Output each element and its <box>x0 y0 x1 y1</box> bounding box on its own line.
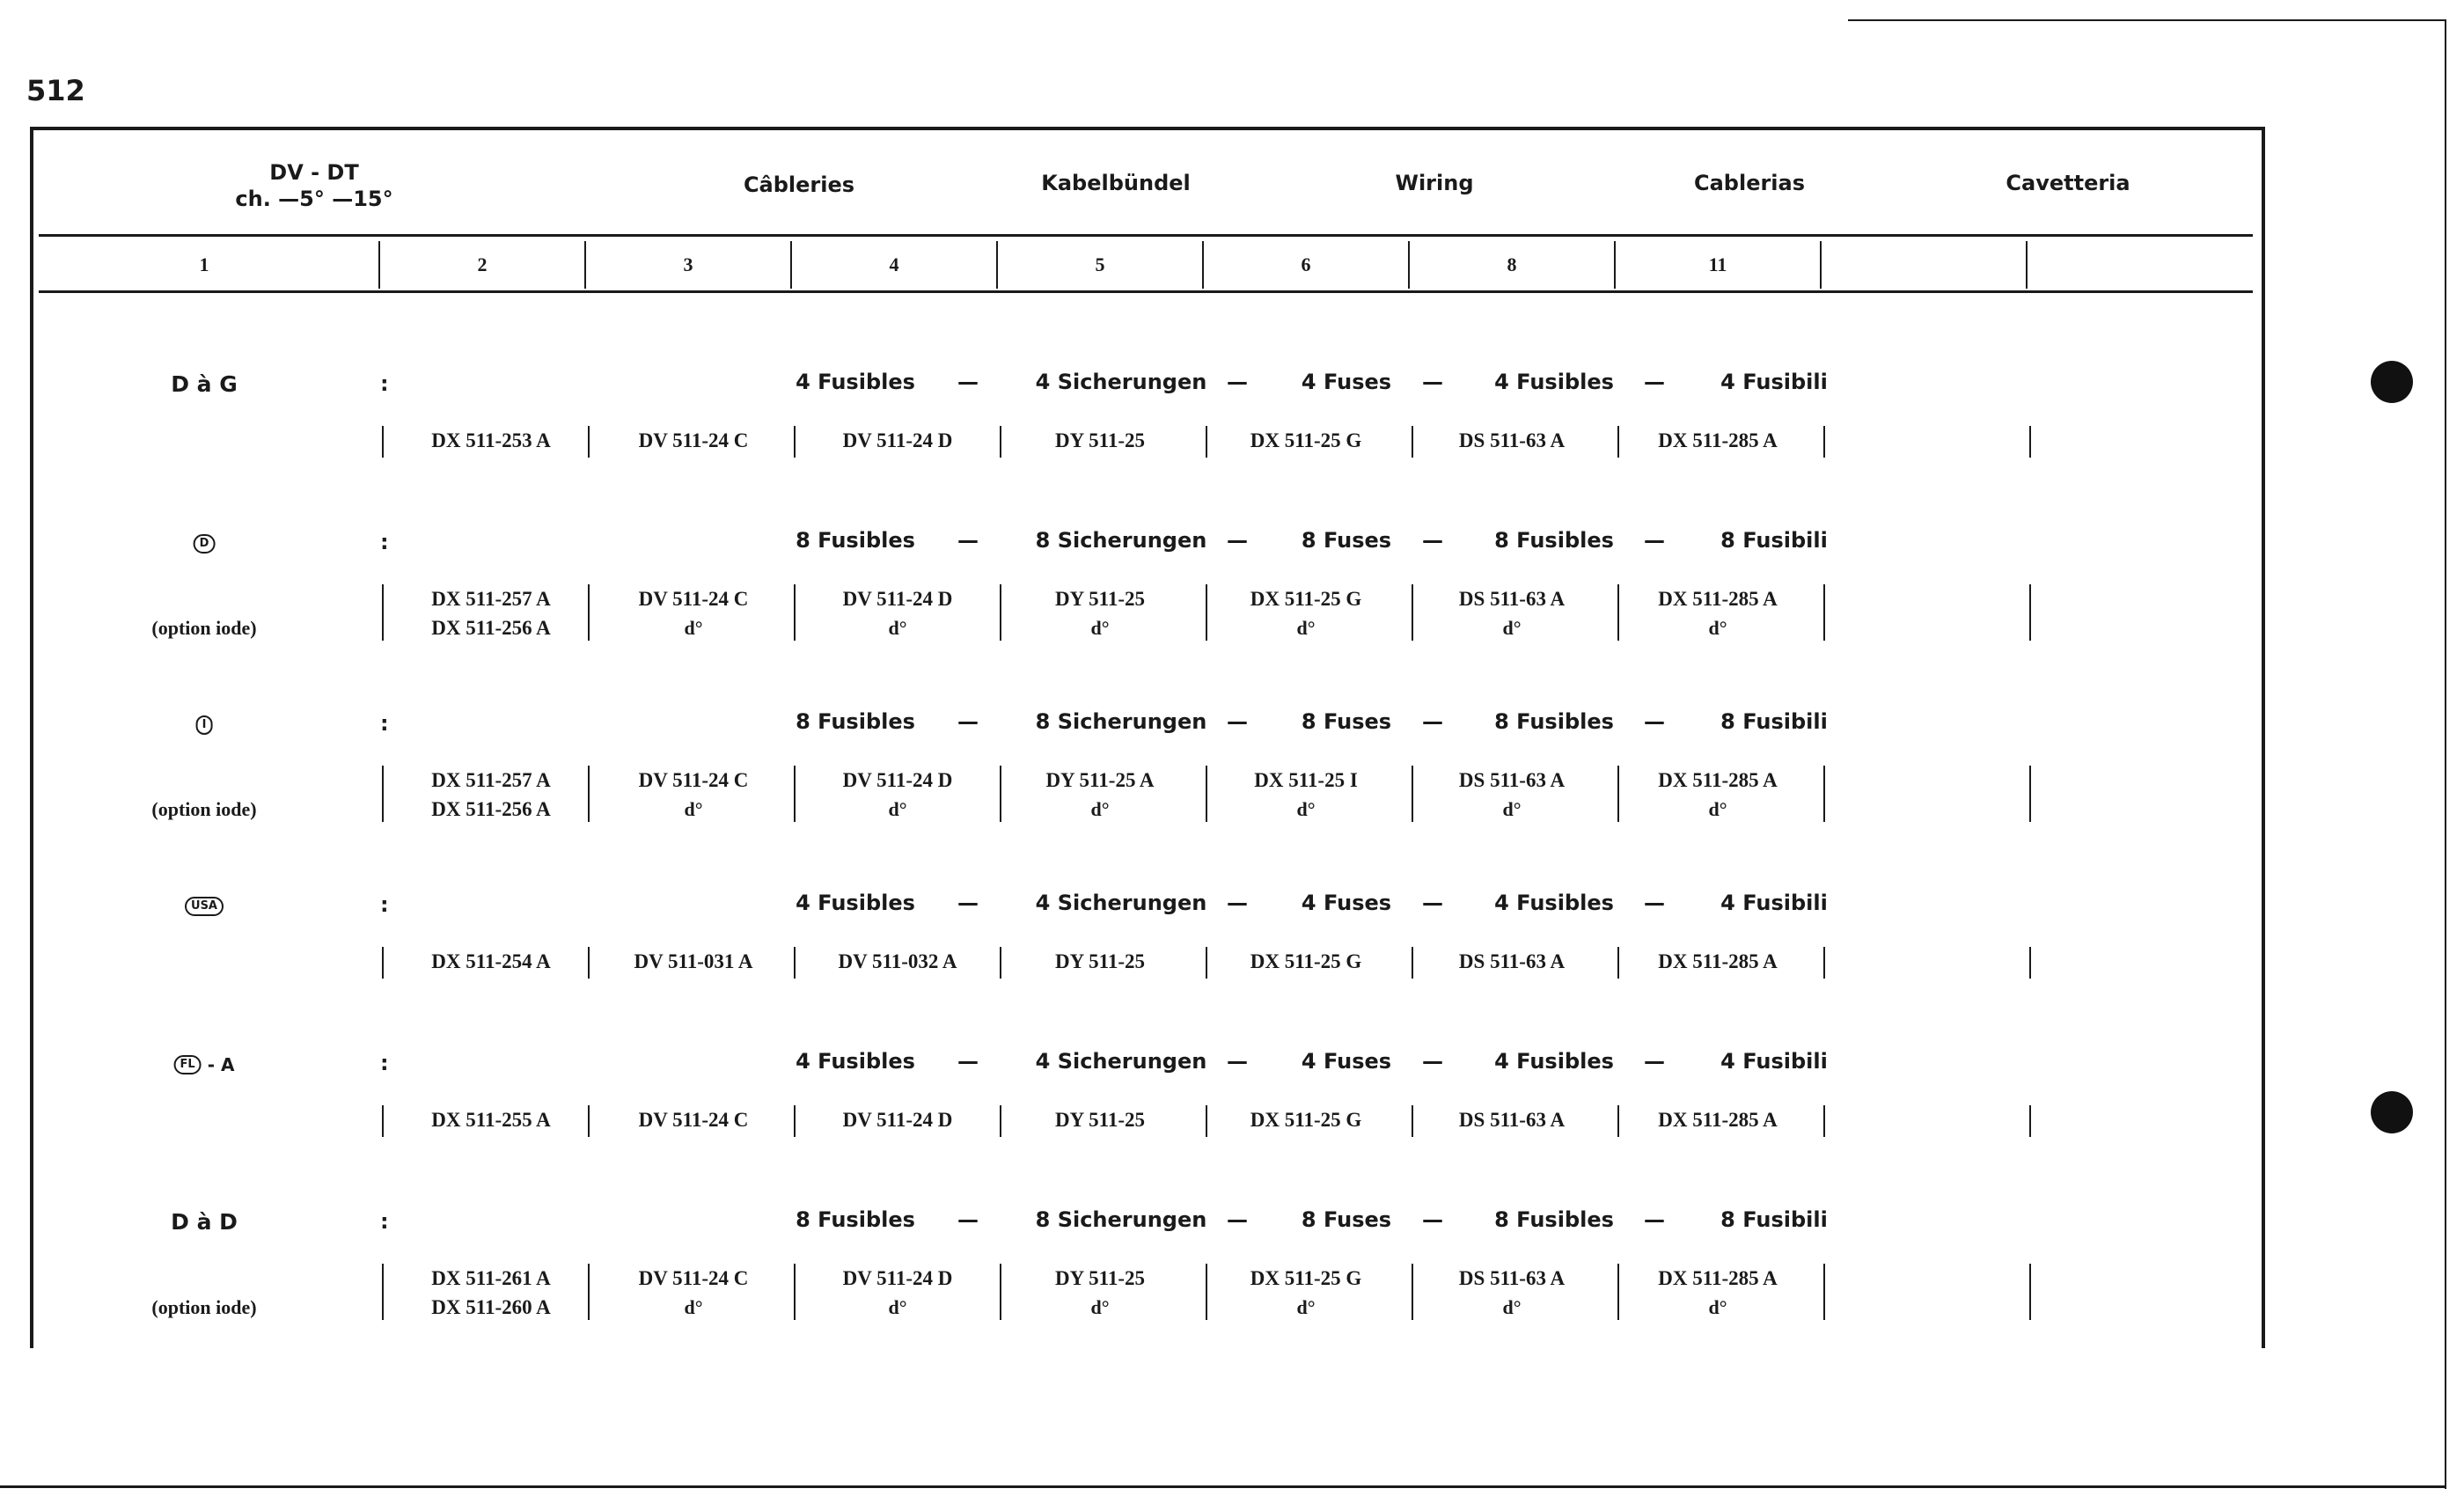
region-suffix: - A <box>201 1054 235 1075</box>
fuse-count: 8 Fusibili <box>1720 709 1828 734</box>
part-number: DV 511-24 C <box>638 769 749 791</box>
region-label <box>194 530 216 555</box>
part-number: DX 511-255 A <box>431 1109 551 1131</box>
row-separator <box>1412 1105 1413 1137</box>
part-number: DX 511-25 G <box>1250 1109 1362 1131</box>
fuse-count: 4 Fusibles <box>796 1049 915 1074</box>
row-separator <box>1617 1105 1619 1137</box>
row-separator <box>2029 947 2031 979</box>
column-number: 2 <box>477 253 488 275</box>
dash-separator: — <box>1227 709 1248 734</box>
section-colon: : <box>380 1051 389 1075</box>
country-emblem-icon: D <box>194 534 216 554</box>
section-colon: : <box>380 892 389 917</box>
section-colon: : <box>380 711 389 736</box>
part-number: DV 511-24 C <box>638 1109 749 1131</box>
fuse-count: 8 Fusibles <box>796 528 915 553</box>
bottom-rule <box>0 1485 2446 1488</box>
fuse-count: 4 Sicherungen <box>1035 1049 1207 1074</box>
fuse-count: 4 Fuses <box>1301 1049 1392 1074</box>
part-number: DS 511-63 A <box>1458 769 1566 791</box>
row-separator <box>1823 584 1825 641</box>
row-separator <box>1412 947 1413 979</box>
part-number: DY 511-25 <box>1054 950 1146 972</box>
fuse-count: 8 Fusibles <box>1494 528 1614 553</box>
part-number: DX 511-285 A <box>1658 1109 1778 1131</box>
dash-separator: — <box>1227 1207 1248 1232</box>
fuse-count: 4 Fusibles <box>796 370 915 394</box>
fuse-count: 8 Fusibili <box>1720 528 1828 553</box>
row-separator <box>588 766 590 822</box>
row-separator <box>382 426 384 458</box>
fuse-count: 8 Fusibles <box>796 1207 915 1232</box>
right-edge-rule <box>2445 19 2446 1489</box>
punch-hole-bottom <box>2371 1091 2413 1133</box>
part-number: DY 511-25 <box>1054 1267 1146 1289</box>
ditto-mark: d° <box>1090 617 1110 639</box>
part-number: DY 511-25 <box>1054 588 1146 610</box>
dash-separator: — <box>1644 709 1665 734</box>
part-number: DS 511-63 A <box>1458 429 1566 451</box>
dash-separator: — <box>1422 709 1443 734</box>
region-text: D à D <box>171 1209 238 1235</box>
row-separator <box>1206 584 1207 641</box>
fuse-count: 4 Sicherungen <box>1035 370 1207 394</box>
part-number: DX 511-25 G <box>1250 429 1362 451</box>
dash-separator: — <box>1227 891 1248 915</box>
section-colon: : <box>380 1209 389 1234</box>
part-number: DV 511-24 D <box>842 769 953 791</box>
row-separator <box>1000 426 1001 458</box>
row-separator <box>382 766 384 822</box>
dash-separator: — <box>1227 528 1248 553</box>
row-separator <box>1000 1105 1001 1137</box>
ditto-mark: d° <box>684 1296 703 1318</box>
part-number: DV 511-24 C <box>638 588 749 610</box>
part-number: DX 511-25 G <box>1250 1267 1362 1289</box>
row-separator <box>794 1105 796 1137</box>
column-number: 8 <box>1507 253 1517 275</box>
dash-separator: — <box>1644 528 1665 553</box>
row-separator <box>2029 766 2031 822</box>
model-title: DV - DT <box>269 160 359 185</box>
column-separator <box>1202 241 1204 289</box>
ditto-mark: d° <box>1502 798 1522 820</box>
row-separator <box>382 947 384 979</box>
fuse-count: 8 Sicherungen <box>1035 528 1207 553</box>
ditto-mark: d° <box>1090 798 1110 820</box>
row-separator <box>1823 766 1825 822</box>
part-number: DX 511-25 I <box>1254 769 1358 791</box>
fuse-count: 8 Sicherungen <box>1035 1207 1207 1232</box>
header-lang-it: Cavetteria <box>2006 171 2130 195</box>
fuse-count: 8 Fuses <box>1301 1207 1392 1232</box>
dash-separator: — <box>1644 891 1665 915</box>
part-number: DX 511-285 A <box>1658 588 1778 610</box>
dash-separator: — <box>1422 891 1443 915</box>
fuse-count: 8 Fusibili <box>1720 1207 1828 1232</box>
part-number: DX 511-253 A <box>431 429 551 451</box>
ditto-mark: d° <box>684 798 703 820</box>
part-number: DX 511-256 A <box>431 798 551 820</box>
column-number-divider <box>39 290 2253 293</box>
column-separator <box>2026 241 2028 289</box>
row-separator <box>1206 1105 1207 1137</box>
column-number: 1 <box>199 253 209 275</box>
dash-separator: — <box>1422 528 1443 553</box>
part-number: DX 511-285 A <box>1658 1267 1778 1289</box>
part-number: DS 511-63 A <box>1458 1267 1566 1289</box>
fuse-count: 8 Fusibles <box>1494 1207 1614 1232</box>
dash-separator: — <box>1422 370 1443 394</box>
row-separator <box>1823 1264 1825 1320</box>
region-label <box>196 711 213 737</box>
header-lang-es: Cablerias <box>1693 171 1806 195</box>
row-separator <box>794 947 796 979</box>
header-lang-de: Kabelbündel <box>1041 171 1191 195</box>
row-separator <box>382 1105 384 1137</box>
column-number: 3 <box>683 253 693 275</box>
part-number: DY 511-25 <box>1054 1109 1146 1131</box>
region-label <box>185 892 224 918</box>
country-emblem-icon: I <box>196 715 213 735</box>
option-label: (option iode) <box>151 617 257 639</box>
part-number: DX 511-257 A <box>431 769 551 791</box>
dash-separator: — <box>957 1207 979 1232</box>
part-number: DV 511-24 D <box>842 1109 953 1131</box>
row-separator <box>794 766 796 822</box>
part-number: DX 511-285 A <box>1658 769 1778 791</box>
row-separator <box>588 426 590 458</box>
part-number: DV 511-24 C <box>638 429 749 451</box>
fuse-count: 4 Fusibles <box>1494 1049 1614 1074</box>
dash-separator: — <box>1644 1207 1665 1232</box>
section-colon: : <box>380 371 389 396</box>
row-separator <box>1823 1105 1825 1137</box>
ditto-mark: d° <box>1708 1296 1727 1318</box>
column-number: 5 <box>1095 253 1105 275</box>
row-separator <box>382 584 384 641</box>
row-separator <box>1412 766 1413 822</box>
header-divider <box>39 234 2253 237</box>
fuse-count: 8 Fuses <box>1301 709 1392 734</box>
row-separator <box>1000 1264 1001 1320</box>
row-separator <box>1617 766 1619 822</box>
dash-separator: — <box>1227 1049 1248 1074</box>
row-separator <box>1206 766 1207 822</box>
part-number: DV 511-031 A <box>634 950 753 972</box>
row-separator <box>588 947 590 979</box>
dash-separator: — <box>1422 1207 1443 1232</box>
country-emblem-icon: USA <box>185 897 224 916</box>
ditto-mark: d° <box>1708 617 1727 639</box>
column-number: 6 <box>1301 253 1311 275</box>
top-right-rule <box>1848 19 2446 21</box>
fuse-count: 4 Fusibili <box>1720 891 1828 915</box>
fuse-count: 4 Fusibili <box>1720 1049 1828 1074</box>
column-separator <box>1408 241 1410 289</box>
fuse-count: 8 Sicherungen <box>1035 709 1207 734</box>
section-colon: : <box>380 530 389 554</box>
fuse-count: 8 Fusibles <box>796 709 915 734</box>
part-number: DX 511-25 G <box>1250 950 1362 972</box>
part-number: DS 511-63 A <box>1458 588 1566 610</box>
part-number: DY 511-25 A <box>1045 769 1155 791</box>
column-separator <box>378 241 380 289</box>
part-number: DX 511-257 A <box>431 588 551 610</box>
row-separator <box>1412 426 1413 458</box>
row-separator <box>1617 584 1619 641</box>
part-number: DX 511-254 A <box>431 950 551 972</box>
option-label: (option iode) <box>151 798 257 820</box>
ditto-mark: d° <box>1090 1296 1110 1318</box>
region-label <box>171 1209 238 1235</box>
ditto-mark: d° <box>684 617 703 639</box>
dash-separator: — <box>957 1049 979 1074</box>
model-subtitle: ch. —5° —15° <box>235 187 393 211</box>
row-separator <box>1000 766 1001 822</box>
row-separator <box>1000 584 1001 641</box>
fuse-count: 8 Fusibles <box>1494 709 1614 734</box>
ditto-mark: d° <box>1296 798 1316 820</box>
part-number: DS 511-63 A <box>1458 1109 1566 1131</box>
ditto-mark: d° <box>1708 798 1727 820</box>
fuse-count: 4 Fusibles <box>1494 370 1614 394</box>
dash-separator: — <box>1227 370 1248 394</box>
row-separator <box>2029 584 2031 641</box>
dash-separator: — <box>1644 370 1665 394</box>
ditto-mark: d° <box>1502 617 1522 639</box>
fuse-count: 4 Fusibles <box>1494 891 1614 915</box>
part-number: DX 511-285 A <box>1658 950 1778 972</box>
dash-separator: — <box>1422 1049 1443 1074</box>
region-label <box>174 1051 235 1076</box>
column-separator <box>1820 241 1822 289</box>
header-lang-en: Wiring <box>1395 171 1474 195</box>
row-separator <box>382 1264 384 1320</box>
row-separator <box>2029 426 2031 458</box>
ditto-mark: d° <box>1296 617 1316 639</box>
header-lang-fr: Câbleries <box>743 172 855 197</box>
table-top-border <box>30 127 2265 130</box>
row-separator <box>1823 947 1825 979</box>
row-separator <box>794 1264 796 1320</box>
fuse-count: 4 Sicherungen <box>1035 891 1207 915</box>
row-separator <box>588 584 590 641</box>
table-left-border <box>30 127 33 1348</box>
ditto-mark: d° <box>1296 1296 1316 1318</box>
ditto-mark: d° <box>888 798 907 820</box>
row-separator <box>2029 1105 2031 1137</box>
row-separator <box>794 426 796 458</box>
column-separator <box>584 241 586 289</box>
row-separator <box>1412 1264 1413 1320</box>
row-separator <box>1206 1264 1207 1320</box>
row-separator <box>1206 426 1207 458</box>
fuse-count: 8 Fuses <box>1301 528 1392 553</box>
row-separator <box>1206 947 1207 979</box>
column-number: 11 <box>1708 253 1727 275</box>
part-number: DY 511-25 <box>1054 429 1146 451</box>
part-number: DX 511-260 A <box>431 1296 551 1318</box>
row-separator <box>794 584 796 641</box>
column-separator <box>1614 241 1616 289</box>
dash-separator: — <box>957 370 979 394</box>
row-separator <box>1412 584 1413 641</box>
dash-separator: — <box>957 709 979 734</box>
page-number: 512 <box>26 74 85 107</box>
part-number: DS 511-63 A <box>1458 950 1566 972</box>
fuse-count: 4 Fuses <box>1301 370 1392 394</box>
column-separator <box>790 241 792 289</box>
table-right-border <box>2262 127 2265 1348</box>
punch-hole-top <box>2371 361 2413 403</box>
row-separator <box>1617 947 1619 979</box>
part-number: DX 511-285 A <box>1658 429 1778 451</box>
row-separator <box>588 1264 590 1320</box>
ditto-mark: d° <box>888 617 907 639</box>
part-number: DV 511-24 C <box>638 1267 749 1289</box>
country-emblem-icon: FL <box>174 1055 202 1074</box>
row-separator <box>588 1105 590 1137</box>
fuse-count: 4 Fusibili <box>1720 370 1828 394</box>
column-separator <box>996 241 998 289</box>
region-label <box>171 371 238 397</box>
fuse-count: 4 Fuses <box>1301 891 1392 915</box>
row-separator <box>1617 1264 1619 1320</box>
part-number: DV 511-24 D <box>842 1267 953 1289</box>
part-number: DX 511-25 G <box>1250 588 1362 610</box>
part-number: DV 511-032 A <box>838 950 957 972</box>
part-number: DV 511-24 D <box>842 588 953 610</box>
ditto-mark: d° <box>888 1296 907 1318</box>
dash-separator: — <box>1644 1049 1665 1074</box>
region-text: D à G <box>171 371 238 397</box>
dash-separator: — <box>957 528 979 553</box>
fuse-count: 4 Fusibles <box>796 891 915 915</box>
option-label: (option iode) <box>151 1296 257 1318</box>
row-separator <box>1617 426 1619 458</box>
row-separator <box>1000 947 1001 979</box>
part-number: DX 511-261 A <box>431 1267 551 1289</box>
part-number: DV 511-24 D <box>842 429 953 451</box>
row-separator <box>2029 1264 2031 1320</box>
row-separator <box>1823 426 1825 458</box>
column-number: 4 <box>889 253 899 275</box>
ditto-mark: d° <box>1502 1296 1522 1318</box>
dash-separator: — <box>957 891 979 915</box>
part-number: DX 511-256 A <box>431 617 551 639</box>
